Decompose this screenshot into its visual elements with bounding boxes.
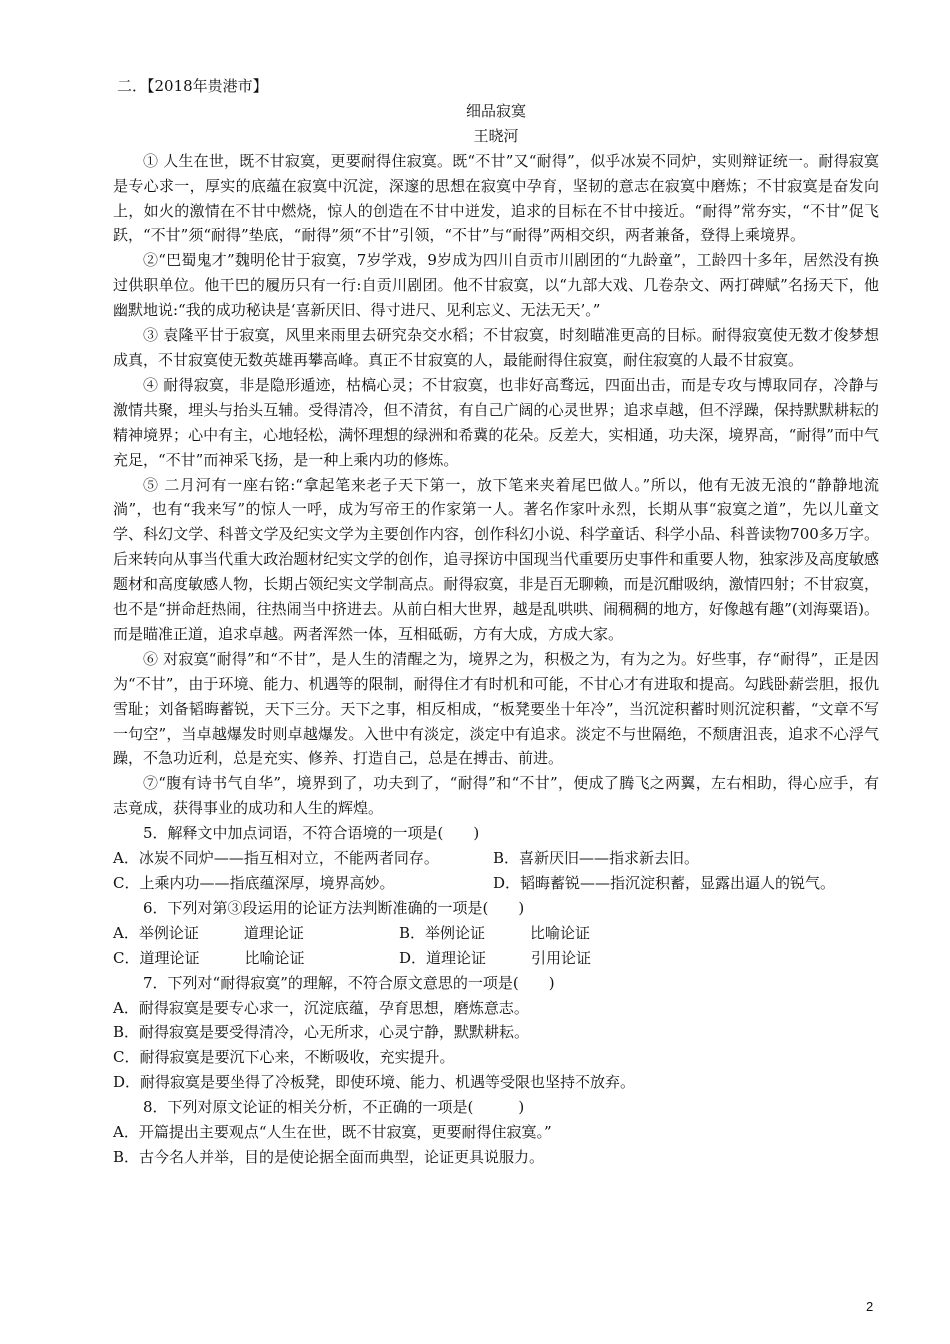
- question-5-option-a: A．冰炭不同炉——指互相对立，不能两者同存。: [113, 849, 439, 868]
- question-5-option-b: B．喜新厌旧——指求新去旧。: [493, 849, 700, 868]
- question-7-stem: 7．下列对“耐得寂寞”的理解，不符合原文意思的一项是( ): [143, 973, 555, 992]
- page-content: [113, 74, 879, 1170]
- paragraph-1: ① 人生在世，既不甘寂寞，更要耐得住寂寞。既“不甘”又“耐得”，似乎冰炭不同炉，实则辩证统一。耐得寂寞是专心求一，厚实的底蕴在寂寞中沉淀，深邃的思想在寂寞中孕育，坚韧的意志在寂寞中磨炼；不甘寂寞是奋发向上，如火的激情在不甘中燃烧，惊人的创造在不甘中迸发，追求的目标在不甘中接近。“耐得”常夯实，“不甘”促飞跃，“不甘”须“耐得”垫底，“耐得”须“不甘”引领，“不甘”与“耐得”两相交织，两者兼备，登得上乘境界。: [113, 151, 879, 245]
- page-number: 2: [866, 1299, 874, 1314]
- question-6-stem: 6．下列对第③段运用的论证方法判断准确的一项是( ): [143, 898, 525, 917]
- paragraph-7: ⑦“腹有诗书气自华”，境界到了，功夫到了，“耐得”和“不甘”，便成了腾飞之两翼，左右相助，得心应手，有志竟成，获得事业的成功和人生的辉煌。: [113, 774, 879, 818]
- question-5-option-c: C．上乘内功——指底蕴深厚，境界高妙。: [113, 874, 395, 892]
- question-7-option-d: D．耐得寂寞是要坐得了冷板凳，即使环境、能力、机遇等受限也坚持不放弃。: [113, 1073, 636, 1092]
- question-5-options-row-2: [113, 871, 879, 896]
- paragraph-5: ⑤ 二月河有一座右铭:“拿起笔来老子天下第一，放下笔来夹着尾巴做人。”所以，他有无波无浪的“静静地流淌”，也有“我来写”的惊人一呼，成为写帝王的作家第一人。著名作家叶永烈，长期从事“寂寞之道”，先以儿童文学、科幻文学、科普文学及纪实文学为主要创作内容，创作科幻小说、科学童话、科学小品、科普读物700多万字。后来转向从事当代重大政治题材纪实文学的创作，追寻探访中国现当代重要历史事件和重要人物，独家涉及高度敏感题材和高度敏感人物，长期占领纪实文学制高点。耐得寂寞，非是百无聊赖，而是沉酣吸纳，激情四射；不甘寂寞，也不是“拼命赶热闹，往热闹当中挤进去。从前白相大世界，越是乱哄哄、闹稠稠的地方，好像越有趣”(刘海粟语)。而是瞄准正道，追求卓越。两者浑然一体，互相砥砺，方有大成，方成大家。: [113, 475, 879, 643]
- paragraph-4: ④ 耐得寂寞，非是隐形遁迹，枯槁心灵；不甘寂寞，也非好高骛远，四面出击，而是专攻与博取同存，冷静与激情共聚，埋头与抬头互辅。受得清冷，但不清贫，有自己广阔的心灵世界；追求卓越，但不浮躁，保持默默耕耘的精神境界；心中有主，心地轻松，满怀理想的绿洲和希冀的花朵。反差大，实相通，功夫深，境界高，“耐得”而中气充足，“不甘”而神采飞扬，是一种上乘内功的修炼。: [113, 375, 879, 469]
- question-8-option-b: B．古今名人并举，目的是使论据全面而典型，论证更具说服力。: [113, 1147, 545, 1166]
- question-5-options-row-1: [113, 846, 879, 871]
- question-6-option-d: D．道理论证 引用论证: [399, 948, 592, 967]
- paragraph-3: ③ 袁隆平甘于寂寞，风里来雨里去研究杂交水稻；不甘寂寞，时刻瞄准更高的目标。耐得寂寞使无数才俊梦想成真，不甘寂寞使无数英雄再攀高峰。真正不甘寂寞的人，最能耐得住寂寞，耐住寂寞的人最不甘寂寞。: [113, 326, 879, 369]
- paragraph-6: ⑥ 对寂寞“耐得”和“不甘”，是人生的清醒之为，境界之为，积极之为，有为之为。好些事，存“耐得”，正是因为“不甘”，由于环境、能力、机遇等的限制，耐得住才有时机和可能，不甘心才有进取和提高。勾践卧薪尝胆，报仇雪耻；刘备韬晦蓄锐，天下三分。天下之事，相反相成，“板凳要坐十年冷”，当沉淀积蓄时则沉淀积蓄，“文章不写一句空”，当卓越爆发时则卓越爆发。入世中有淡定，淡定中有追求。淡定不与世隔绝，不颓唐沮丧，追求不心浮气躁，不急功近利，总是充实、修养、打造自己，总是在搏击、前进。: [113, 649, 879, 768]
- article-author: 王晓河: [473, 126, 519, 145]
- question-6-option-b: B．举例论证 比喻论证: [399, 923, 591, 942]
- question-5-stem: 5．解释文中加点词语，不符合语境的一项是( ): [143, 824, 480, 843]
- question-6-options-row-1: [113, 921, 879, 946]
- question-6-option-a: A．举例论证 道理论证: [113, 923, 304, 942]
- question-6-option-c: C．道理论证 比喻论证: [113, 948, 305, 967]
- question-6-options-row-2: [113, 946, 879, 971]
- article-title: 细品寂寞: [465, 101, 526, 120]
- question-7-option-a: A．耐得寂寞是要专心求一，沉淀底蕴，孕育思想，磨炼意志。: [113, 998, 529, 1017]
- section-header: 二．【2018年贵港市】: [117, 77, 268, 95]
- paragraph-2: ②“巴蜀鬼才”魏明伦甘于寂寞，7岁学戏，9岁成为四川自贡市川剧团的“九龄童”，工龄四十多年，居然没有换过供职单位。他干巴的履历只有一行:自贡川剧团。他不甘寂寞，以“九部大戏、几卷杂文、两打碑赋”名扬天下，他幽默地说:“我的成功秘诀是‘喜新厌旧、得寸进尺、见利忘义、无法无天’。”: [113, 251, 879, 320]
- question-8-option-a: A．开篇提出主要观点“人生在世，既不甘寂寞，更要耐得住寂寞。”: [113, 1123, 552, 1142]
- question-7-option-b: B．耐得寂寞是要受得清冷，心无所求，心灵宁静，默默耕耘。: [113, 1023, 530, 1042]
- question-7-option-c: C．耐得寂寞是要沉下心来，不断吸收，充实提升。: [113, 1048, 455, 1067]
- question-8-stem: 8．下列对原文论证的相关分析，不正确的一项是( ): [143, 1098, 525, 1117]
- question-5-option-d: D．韬晦蓄锐——指沉淀积蓄，显露出逼人的锐气。: [493, 874, 836, 892]
